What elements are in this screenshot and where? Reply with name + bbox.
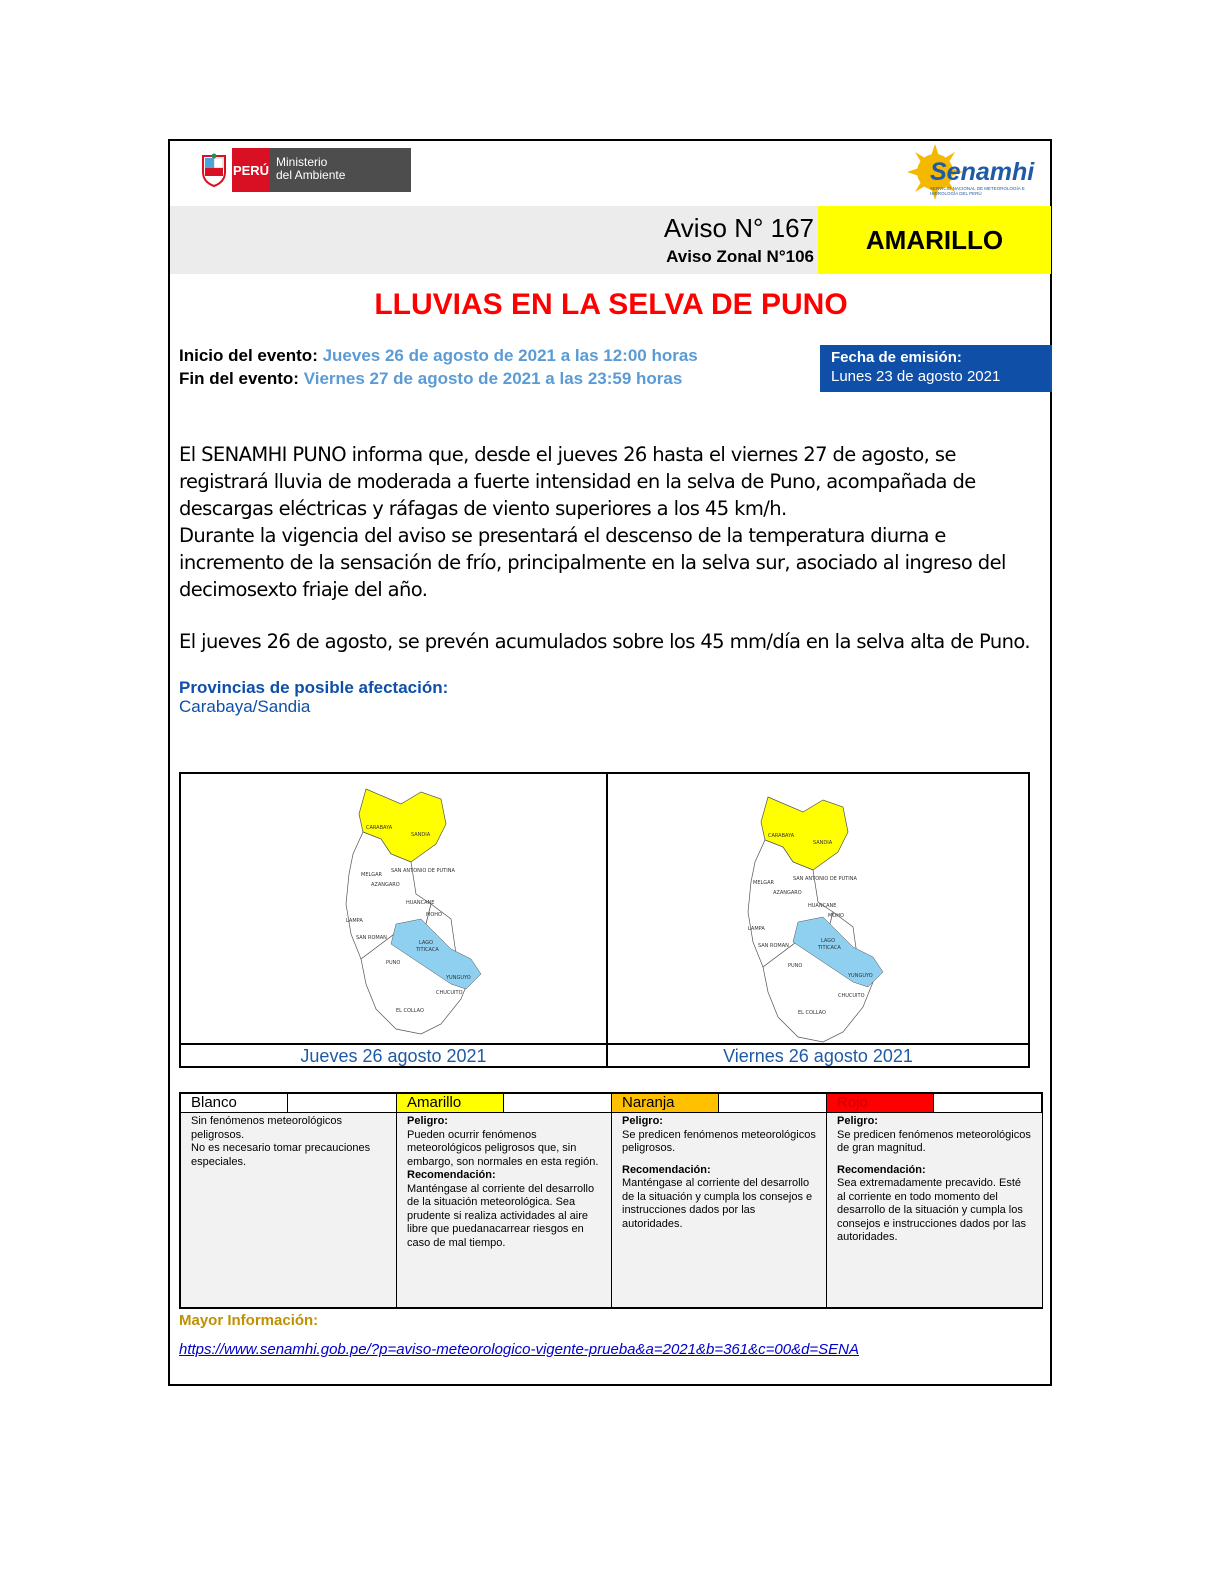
map-day-2 — [608, 774, 1028, 1043]
map2-label-san-roman: SAN ROMAN — [758, 943, 789, 949]
map2-label-huancane: HUANCANE — [808, 903, 837, 909]
legend-rojo — [826, 1094, 1042, 1307]
event-end-value: Viernes 27 de agosto de 2021 a las 23:59 horas — [303, 369, 683, 388]
ministry-line-1: Ministerio — [276, 155, 328, 169]
map-caption-2: Viernes 26 agosto 2021 — [608, 1043, 1028, 1068]
provinces-heading: Provincias de posible afectación: — [179, 678, 449, 697]
body-paragraph-1: El SENAMHI PUNO informa que, desde el jueves 26 hasta el viernes 27 de agosto, se registrará lluvia de moderada a fuerte intensidad en la selva de Puno, acompañada de descargas eléctricas y ráfagas de viento superiores a los 45 km/h. — [179, 443, 976, 520]
map2-label-el-collao: EL COLLAO — [798, 1010, 826, 1016]
event-end-label: Fin del evento: — [179, 369, 299, 388]
map1-label-puno: PUNO — [386, 960, 401, 966]
legend-naranja-peligro-label: Peligro: — [622, 1115, 663, 1127]
legend-amarillo-peligro: Pueden ocurrir fenómenos meteorológicos peligrosos que, sin embargo, son normales en esta región. — [407, 1128, 599, 1168]
map1-label-carabaya: CARABAYA — [366, 825, 393, 831]
more-info-label: Mayor Información: — [179, 1312, 319, 1329]
peru-shield-icon — [196, 148, 232, 192]
event-start-label: Inicio del evento: — [179, 346, 318, 365]
emission-box — [820, 345, 1052, 392]
map1-label-yunguyo: YUNGUYO — [446, 975, 471, 981]
legend-blanco-peligro: Sin fenómenos meteorológicos peligrosos. — [191, 1115, 343, 1141]
map2-label-carabaya: CARABAYA — [768, 833, 795, 839]
legend-body — [612, 1113, 827, 1307]
legend-swatch-amarillo: Amarillo — [397, 1094, 504, 1112]
legend-naranja-peligro: Se predicen fenómenos meteorológicos peligrosos. — [622, 1128, 816, 1154]
map2-label-lago: LAGO — [821, 938, 836, 944]
page-title: LLUVIAS EN LA SELVA DE PUNO — [374, 288, 848, 321]
map2-label-titicaca: TITICACA — [818, 945, 841, 951]
event-end — [179, 369, 682, 389]
peru-label: PERÚ — [232, 148, 270, 192]
alert-legend — [179, 1092, 1043, 1309]
legend-amarillo-rec-label: Recomendación: — [407, 1169, 496, 1181]
map1-label-melgar: MELGAR — [361, 872, 383, 878]
more-info-link[interactable]: https://www.senamhi.gob.pe/?p=aviso-meteorologico-vigente-prueba&a=2021&b=361&c=00&d=SENA — [179, 1341, 860, 1358]
aviso-number: Aviso N° 167 — [663, 213, 814, 243]
event-start-value: Jueves 26 de agosto de 2021 a las 12:00 horas — [322, 346, 698, 365]
map1-label-chucuito: CHUCUITO — [436, 990, 463, 996]
event-start — [179, 346, 698, 366]
legend-rojo-peligro: Se predicen fenómenos meteorológicos de gran magnitud. — [837, 1128, 1031, 1154]
map1-label-lampa: LAMPA — [346, 918, 363, 924]
legend-amarillo-peligro-label: Peligro: — [407, 1115, 448, 1127]
legend-amarillo-rec: Manténgase al corriente del desarrollo de la situación meteorológica. Sea prudente si realiza actividades al aire libre que puedanacarrear riesgos en caso de mal tiempo. — [407, 1182, 595, 1249]
map2-label-azangaro: AZANGARO — [773, 890, 802, 896]
legend-swatch-blanco: Blanco — [181, 1094, 288, 1112]
body-paragraph-2: Durante la vigencia del aviso se presentará el descenso de la temperatura diurna e incremento de la sensación de frío, principalmente en la selva sur, asociado al ingreso del decimosexto friaje del año. — [179, 524, 1006, 601]
map2-label-moho: MOHO — [828, 913, 844, 919]
legend-rojo-rec: Sea extremadamente precavido. Esté al corriente en todo momento del desarrollo de la situación y cumpla los consejos e instrucciones dados por las autoridades. — [837, 1177, 1026, 1243]
legend-body — [181, 1113, 396, 1307]
body-paragraph-3: El jueves 26 de agosto, se prevén acumulados sobre los 45 mm/día en la selva alta de Puno. — [179, 630, 1030, 653]
emission-label: Fecha de emisión: — [831, 349, 962, 366]
provinces-value: Carabaya/Sandia — [179, 697, 311, 716]
alert-level-badge: AMARILLO — [818, 206, 1051, 274]
map2-label-melgar: MELGAR — [753, 880, 775, 886]
legend-rojo-peligro-label: Peligro: — [837, 1115, 878, 1127]
legend-swatch-naranja: Naranja — [612, 1094, 719, 1112]
legend-amarillo — [396, 1094, 612, 1307]
maps-table — [179, 772, 1030, 1068]
map1-label-lago: LAGO — [419, 940, 434, 946]
ministry-label — [270, 148, 411, 192]
legend-head — [827, 1094, 1042, 1113]
senamhi-subtitle: SERVICIO NACIONAL DE METEOROLOGÍA E HIDROLOGÍA DEL PERÚ — [930, 186, 1025, 196]
legend-blanco-rec: No es necesario tomar precauciones especiales. — [191, 1142, 371, 1168]
puno-map-2 — [608, 774, 1028, 1043]
legend-rojo-rec-label: Recomendación: — [837, 1163, 926, 1176]
legend-body — [827, 1113, 1042, 1307]
puno-map-1 — [181, 774, 606, 1043]
legend-head — [612, 1094, 827, 1113]
legend-naranja-rec: Manténgase al corriente del desarrollo de la situación y cumpla los consejos e instrucciones dados por las autoridades. — [622, 1177, 813, 1230]
aviso-zonal: Aviso Zonal N°106 — [666, 247, 814, 266]
map1-label-moho: MOHO — [426, 912, 442, 918]
legend-naranja-rec-label: Recomendación: — [622, 1163, 711, 1176]
legend-head — [397, 1094, 612, 1113]
map1-label-titicaca: TITICACA — [416, 947, 439, 953]
legend-swatch-rojo: Rojo — [827, 1094, 934, 1112]
map1-label-san-roman: SAN ROMAN — [356, 935, 387, 941]
map2-label-chucuito: CHUCUITO — [838, 993, 865, 999]
senamhi-wordmark: Senamhi — [930, 158, 1035, 186]
peru-ministerio-logo — [196, 148, 411, 192]
map1-label-san-antonio: SAN ANTONIO DE PUTINA — [391, 868, 455, 874]
map1-label-el-collao: EL COLLAO — [396, 1008, 424, 1014]
map-day-1 — [181, 774, 606, 1043]
map-divider — [606, 774, 608, 1066]
legend-naranja — [611, 1094, 827, 1307]
map2-label-puno: PUNO — [788, 963, 803, 969]
map2-label-sandia: SANDIA — [813, 840, 833, 846]
legend-blanco — [181, 1094, 396, 1307]
map2-label-san-antonio: SAN ANTONIO DE PUTINA — [793, 876, 857, 882]
legend-head — [181, 1094, 396, 1113]
map1-label-sandia: SANDIA — [411, 832, 431, 838]
ministry-line-2: del Ambiente — [276, 168, 346, 182]
map1-label-azangaro: AZANGARO — [371, 882, 400, 888]
map2-label-lampa: LAMPA — [748, 926, 765, 932]
map-caption-1: Jueves 26 agosto 2021 — [181, 1043, 606, 1068]
map1-label-huancane: HUANCANE — [406, 900, 435, 906]
legend-body — [397, 1113, 612, 1307]
map2-label-yunguyo: YUNGUYO — [848, 973, 873, 979]
emission-value: Lunes 23 de agosto 2021 — [831, 368, 1001, 385]
